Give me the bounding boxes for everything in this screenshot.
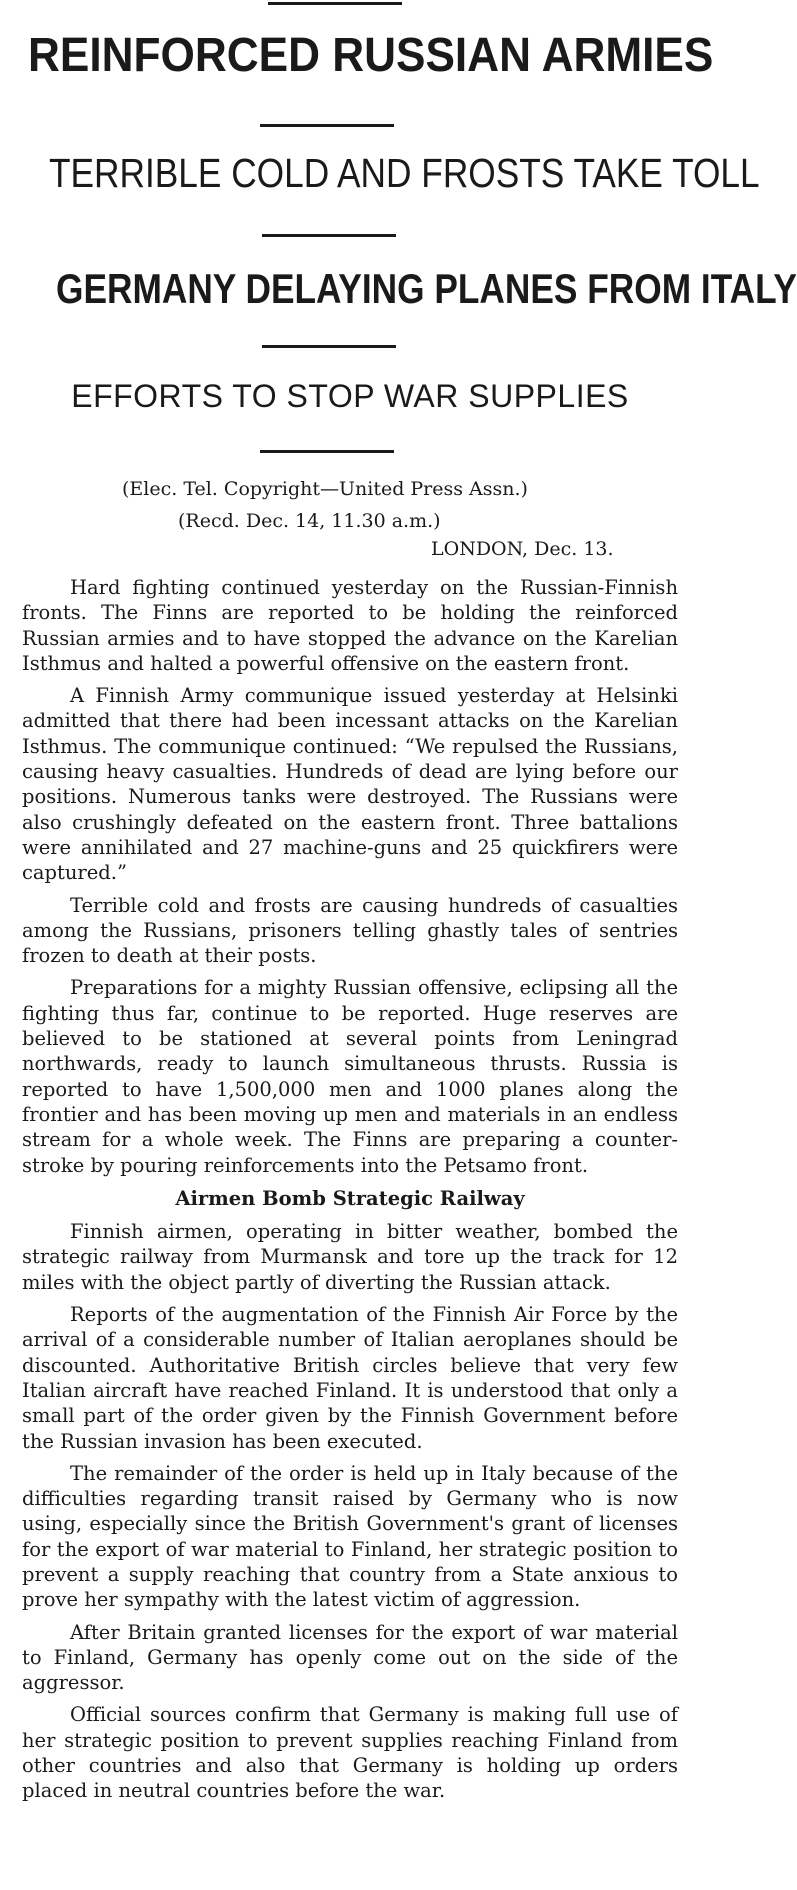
received-time: (Recd. Dec. 14, 11.30 a.m.) (178, 510, 441, 532)
top-rule (268, 2, 402, 5)
section-subheading: Airmen Bomb Strategic Railway (175, 1186, 525, 1210)
divider-rule (260, 450, 394, 453)
copyright-credit: (Elec. Tel. Copyright—United Press Assn.) (122, 478, 528, 500)
divider-rule (262, 234, 396, 237)
deck-headline-3: EFFORTS TO STOP WAR SUPPLIES (71, 378, 629, 414)
dateline: LONDON, Dec. 13. (431, 538, 614, 560)
article-paragraph: Finnish airmen, operating in bitter weather, bombed the strategic railway from Murmansk and tore up the track for 12 miles with the object partly of diverting the Russian attack. (22, 1220, 678, 1294)
divider-rule (260, 124, 394, 127)
article-paragraph: Terrible cold and frosts are causing hundreds of casualties among the Russians, prisoners telling ghastly tales of sentries frozen to death at their posts. (22, 893, 678, 968)
article-paragraph: Official sources confirm that Germany is making full use of her strategic position to prevent supplies reaching Finland from other countries and also that Germany is holding up orders placed in neutral countries before the war. (22, 1703, 678, 1803)
article-paragraph: Hard fighting continued yesterday on the Russian-Finnish fronts. The Finns are reported to be holding the reinforced Russian armies and to have stopped the advance on the Karelian Isthmus and halted a powerful offensive on the eastern front. (22, 576, 678, 675)
article-paragraph: A Finnish Army communique issued yesterday at Helsinki admitted that there had been incessant attacks on the Karelian Isthmus. The communique continued: “We repulsed the Russians, causing heavy casualties. Hundreds of dead are lying before our positions. Numerous tanks were destroyed. The Russians were also crushingly defeated on the eastern front. Three battalions were annihilated and 27 machine-guns and 25 quickfirers were captured.” (22, 684, 678, 885)
divider-rule (262, 345, 396, 348)
article-paragraph: The remainder of the order is held up in Italy because of the difficulties regarding transit raised by Germany who is now using, especially since the British Government's grant of licenses for the export of war material to Finland, her strategic position to prevent a supply reaching that country from a State anxious to prove her sympathy with the latest victim of aggression. (22, 1461, 678, 1612)
article-paragraph: Reports of the augmentation of the Finnish Air Force by the arrival of a considerable number of Italian aeroplanes should be discounted. Authoritative British circles believe that very few Italian aircraft have reached Finland. It is understood that only a small part of the order given by the Finnish Government before the Russian invasion has been executed. (22, 1303, 678, 1453)
article-body (22, 575, 678, 1811)
article-paragraph: After Britain granted licenses for the export of war material to Finland, Germany has openly come out on the side of the aggressor. (22, 1620, 678, 1695)
deck-headline-1: TERRIBLE COLD AND FROSTS TAKE TOLL (49, 150, 760, 196)
deck-headline-2: GERMANY DELAYING PLANES FROM ITALY (56, 265, 797, 312)
main-headline: REINFORCED RUSSIAN ARMIES (28, 29, 714, 82)
article-paragraph: Preparations for a mighty Russian offensive, eclipsing all the fighting thus far, continue to be reported. Huge reserves are believed to be stationed at several points from Leningrad northwards, ready to launch simultaneous thrusts. Russia is reported to have 1,500,000 men and 1000 planes along the frontier and has been moving up men and materials in an endless stream for a whole week. The Finns are preparing a counter-stroke by pouring reinforcements into the Petsamo front. (22, 976, 678, 1177)
